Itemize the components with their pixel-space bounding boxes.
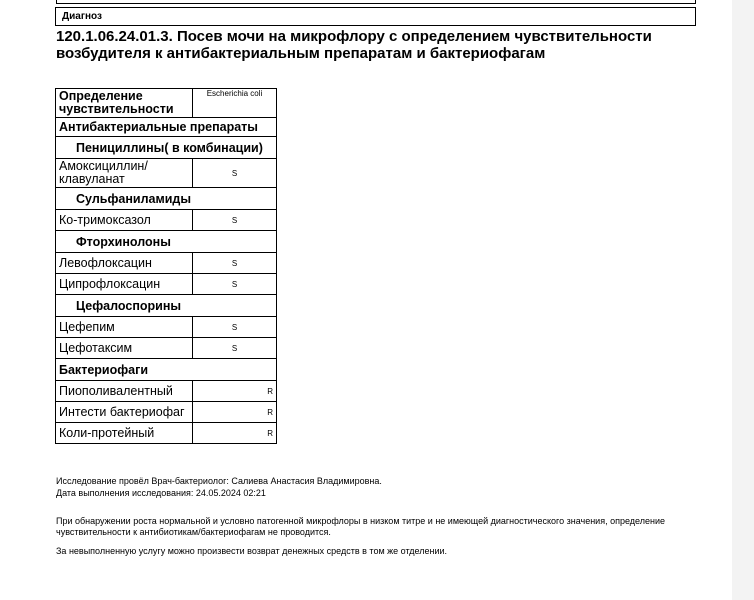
page-edge [732,0,754,600]
result-coliproteus: R [193,423,277,444]
refund-note: За невыполненную услугу можно произвести возврат денежных средств в том же отделении. [56,546,448,556]
drug-levofloxacin: Левофлоксацин [56,253,193,274]
organism-name: Escherichia coli [193,89,277,118]
result-cotrimoxazole: S [193,210,277,231]
result-ciprofloxacin: S [193,274,277,295]
table-header-label: Определение чувствительности [56,89,193,118]
group-fluoroquinolones: Фторхинолоны [56,231,277,253]
previous-section-edge [56,0,696,4]
phage-intesti: Интести бактериофаг [56,402,193,423]
section-bacteriophages: Бактериофаги [56,359,277,381]
drug-cefepime: Цефепим [56,317,193,338]
titer-note: При обнаружении роста нормальной и условно патогенной микрофлоры в низком титре и не имеющей диагностического значения, определение чувствительности к антибиотикам/бактериофагам не проводится. [56,516,665,537]
group-cephalosporins: Цефалоспорины [56,295,277,317]
diagnosis-box [55,7,696,26]
drug-amoxiclav: Амоксициллин/клавуланат [56,159,193,188]
test-title: 120.1.06.24.01.3. Посев мочи на микрофлору с определением чувствительности возбудителя к антибактериальным препаратам и бактериофагам [56,28,652,62]
result-cefotaxime: S [193,338,277,359]
drug-ciprofloxacin: Ципрофлоксацин [56,274,193,295]
drug-cefotaxime: Цефотаксим [56,338,193,359]
drug-cotrimoxazole: Ко-тримоксазол [56,210,193,231]
diagnosis-label: Диагноз [62,11,102,22]
result-cefepime: S [193,317,277,338]
result-levofloxacin: S [193,253,277,274]
result-intesti: R [193,402,277,423]
execution-date: Дата выполнения исследования: 24.05.2024 02:21 [56,488,266,498]
phage-coliproteus: Коли-протейный [56,423,193,444]
group-penicillins: Пенициллины( в комбинации) [56,137,277,159]
group-sulfonamides: Сульфаниламиды [56,188,277,210]
performed-by: Исследование провёл Врач-бактериолог: Салиева Анастасия Владимировна. [56,476,382,486]
sensitivity-table [55,88,277,444]
phage-pyopolyvalent: Пиополивалентный [56,381,193,402]
section-antibacterial: Антибактериальные препараты [56,118,277,137]
result-amoxiclav: S [193,159,277,188]
result-pyopolyvalent: R [193,381,277,402]
